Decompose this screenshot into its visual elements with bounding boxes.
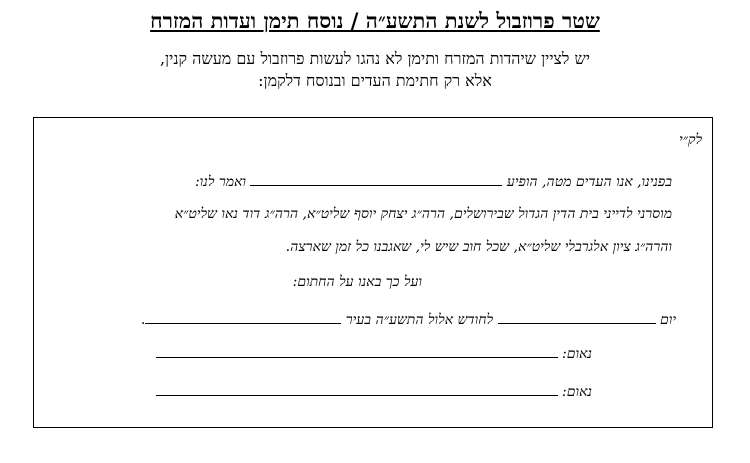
line-1-suffix: ואמר לנו: (194, 174, 246, 190)
line-1 (195, 172, 672, 191)
day-field[interactable] (498, 310, 656, 324)
city-field[interactable] (145, 310, 341, 324)
day-label: יום (660, 312, 676, 328)
signature-2-field[interactable] (156, 382, 558, 396)
line-4: ועל כך באנו על החתום: (292, 274, 422, 290)
signature-1-label: נאום: (562, 346, 592, 362)
line-1-prefix: בפנינו, אנו העדים מטה, הופיע (506, 174, 672, 190)
intro-line-1: יש לציין שיהדות המזרח ותימן לא נהגו לעשות פרוזבול עם מעשה קנין, (159, 49, 591, 68)
signature-2-label: נאום: (562, 384, 592, 400)
signature-2 (156, 382, 592, 401)
intro-line-2: אלא רק חתימת העדים ובנוסח דלקמן: (258, 71, 492, 90)
signature-1-field[interactable] (156, 344, 558, 358)
line-3: והרה״ג ציון אלגרבלי שליט״א, שכל חוב שיש לי, שאגבנו כל זמן שארצה. (285, 239, 672, 255)
form-frame (33, 117, 713, 428)
lk-header: לק״י (678, 132, 702, 148)
document-title: שטר פרוזבול לשנת התשע״ה / נוסח תימן ועדות המזרח (150, 8, 600, 33)
line-5 (141, 310, 676, 329)
month-text: לחודש אלול התשע״ה בעיר (345, 312, 494, 328)
line-5-end: . (140, 312, 146, 328)
intro-text (0, 48, 750, 92)
name-field[interactable] (250, 172, 502, 186)
signature-1 (156, 344, 592, 363)
line-2: מוסרני לדייני בית הדין הגדול שבירושלים, הרה״ג יצחק יוסף שליט״א, הרה״ג דוד נאו שליט״א (174, 206, 672, 222)
